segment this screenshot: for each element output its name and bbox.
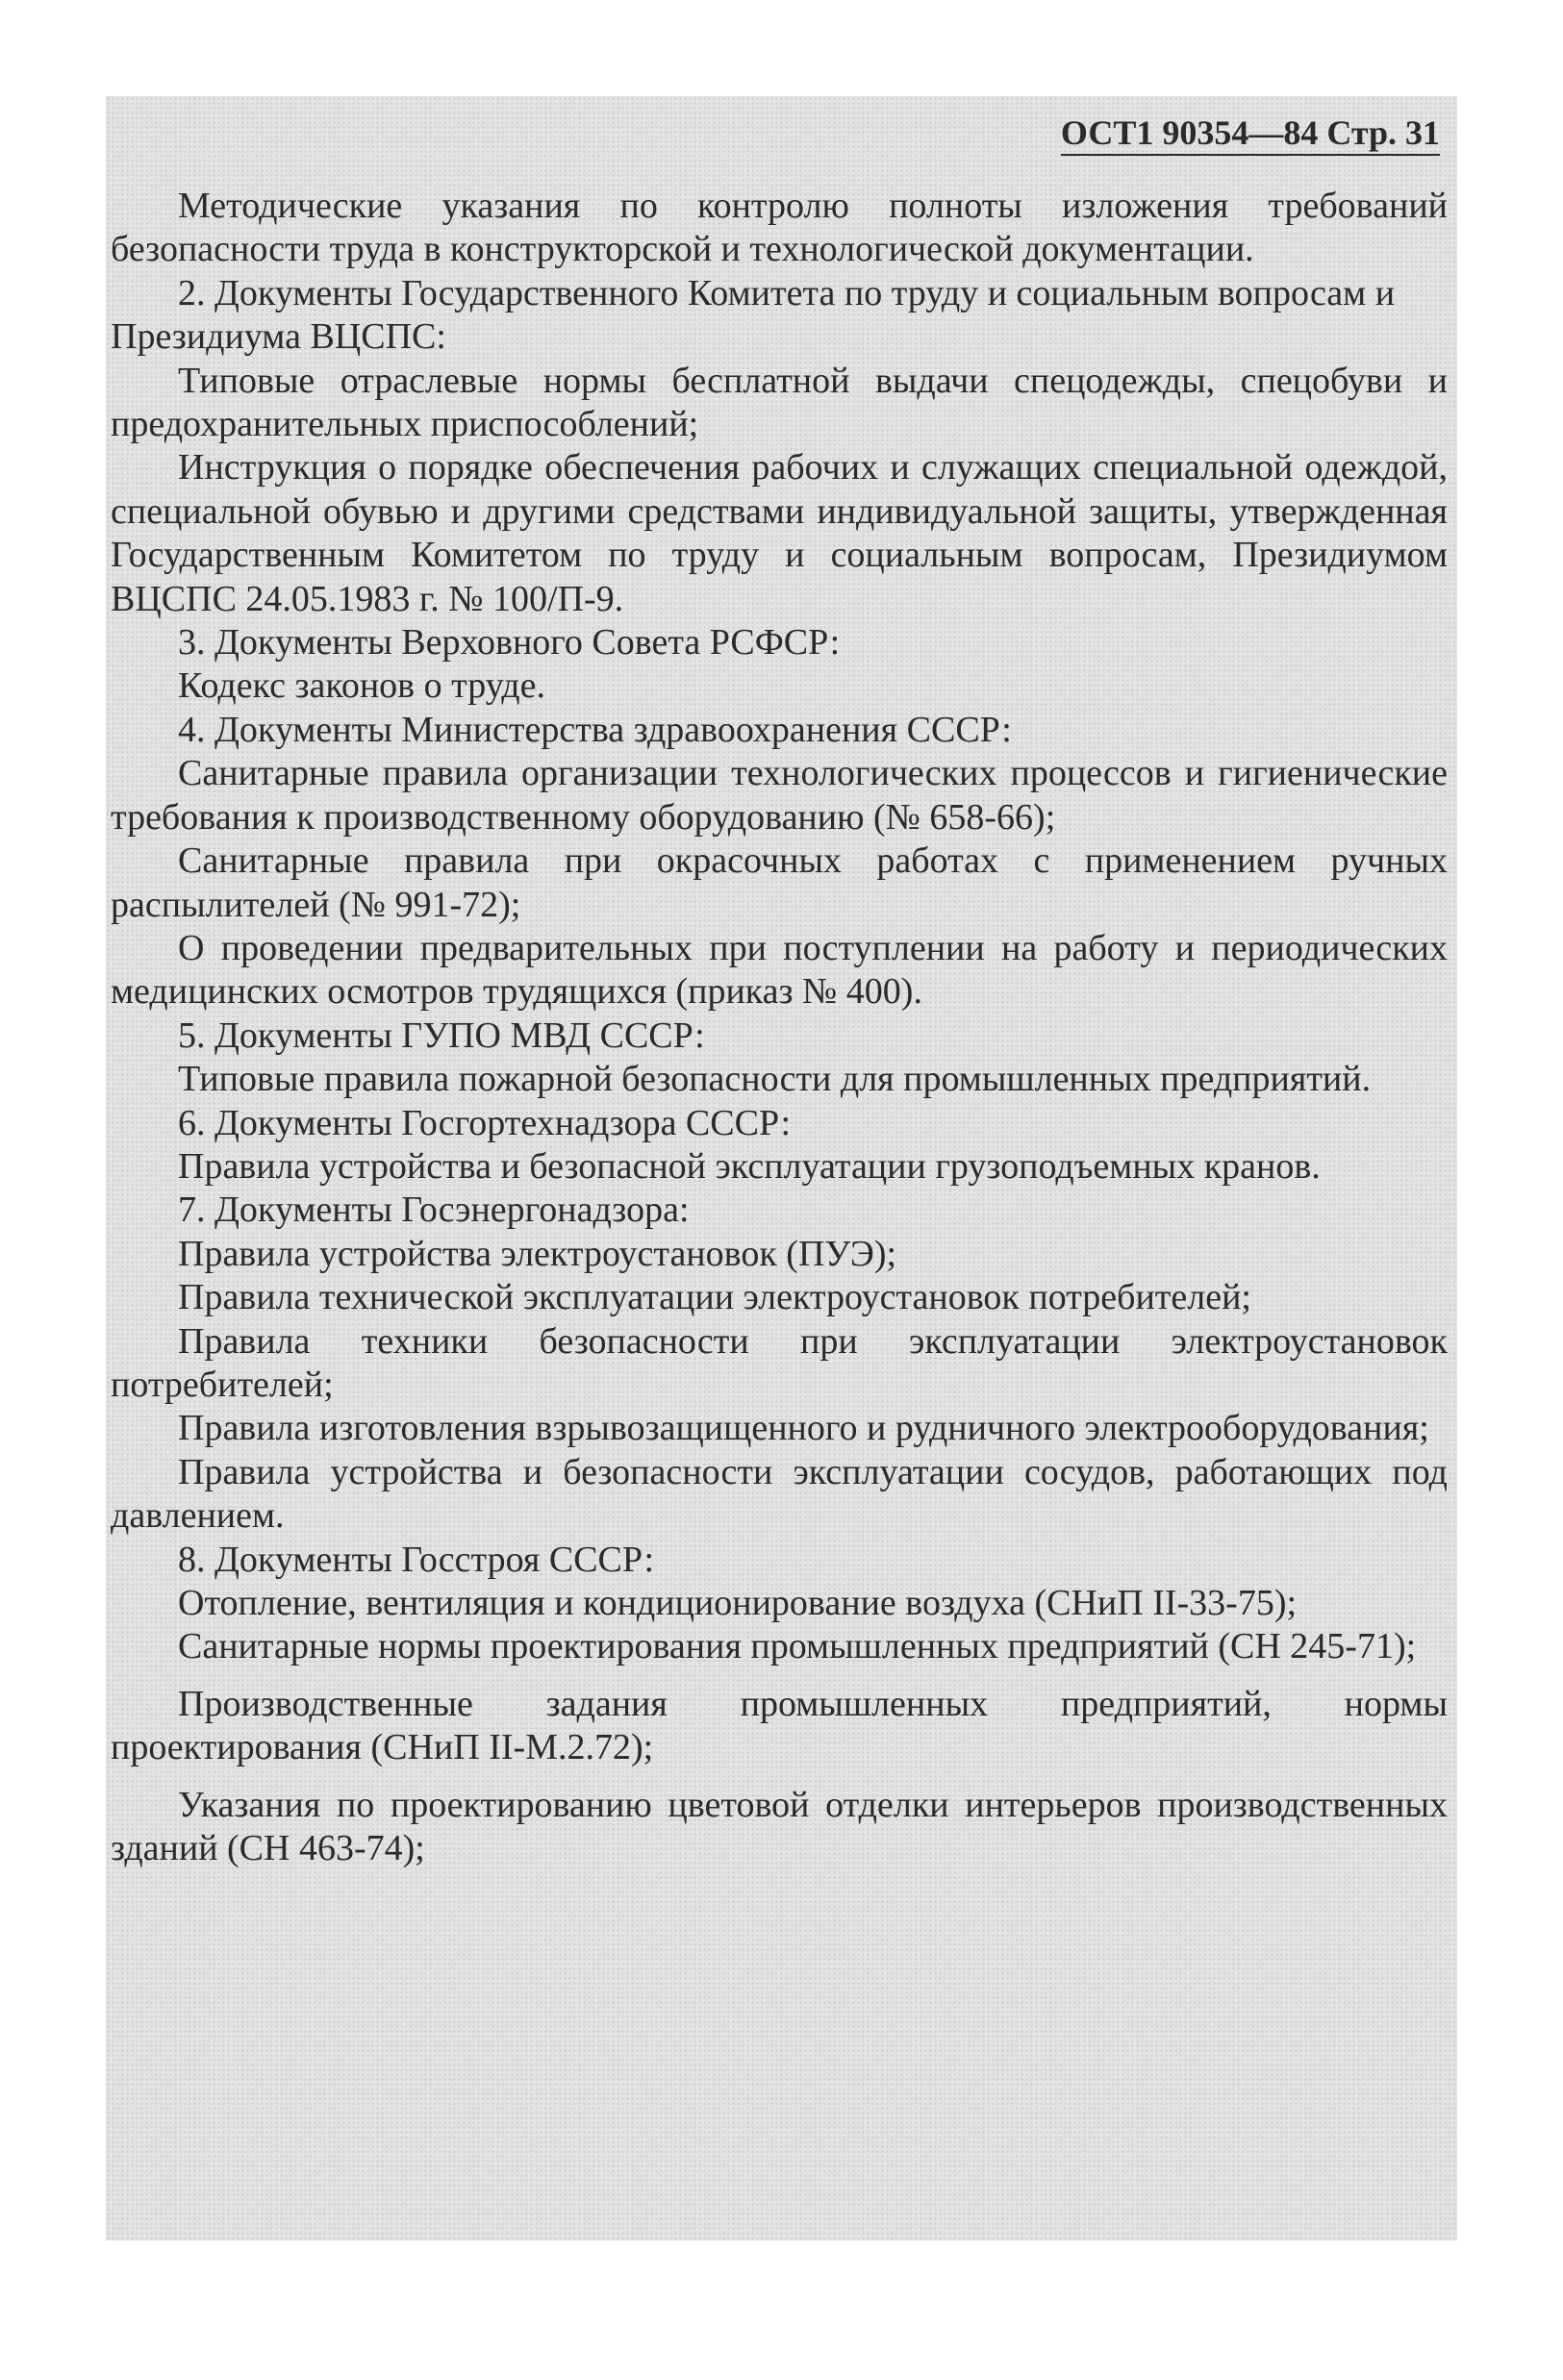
paragraph: Правила устройства и безопасности эксплуатации сосудов, работающих под давлением. <box>111 1451 1448 1537</box>
paragraph: Правила устройства и безопасной эксплуатации грузоподъемных кранов. <box>178 1145 1321 1187</box>
paragraph: Правила изготовления взрывозащищенного и рудничного электрооборудования; <box>178 1408 1429 1449</box>
paragraph: Инструкция о порядке обеспечения рабочих и служащих специальной одеждой, специальной обувью и другими средствами индивидуальной защиты, утвержденная Государственным Комитетом по труду и социальным вопросам, Президиумом ВЦСПС 24.05.1983 г. № 100/П-9. <box>111 447 1448 619</box>
section-heading: 5. Документы ГУПО МВД СССР: <box>178 1015 705 1056</box>
paragraph: Отопление, вентиляция и кондиционирование воздуха (СНиП II-33-75); <box>178 1583 1298 1623</box>
paragraph: Производственные задания промышленных предприятий, нормы проектирования (СНиП II-М.2.72); <box>111 1683 1448 1768</box>
section-heading: 7. Документы Госэнергонадзора: <box>178 1190 690 1231</box>
section-heading: 3. Документы Верховного Совета РСФСР: <box>178 622 841 664</box>
paragraph: Типовые правила пожарной безопасности для промышленных предприятий. <box>178 1059 1372 1100</box>
paragraph: Методические указания по контролю полноты изложения требований безопасности труда в конструкторской и технологической документации. <box>111 186 1448 270</box>
paragraph: Правила техники безопасности при эксплуатации электроустановок потребителей; <box>111 1320 1448 1405</box>
page-header <box>1061 113 1440 156</box>
paragraph: Кодекс законов о труде. <box>178 665 546 707</box>
section-heading: 8. Документы Госстроя СССР: <box>178 1539 655 1580</box>
page-number: Стр. 31 <box>1326 113 1440 152</box>
paragraph: Указания по проектированию цветовой отделки интерьеров производственных зданий (СН 463-74); <box>111 1784 1448 1869</box>
document-body <box>111 185 1448 1870</box>
section-heading: 2. Документы Государственного Комитета по труду и социальным вопросам и Президиума ВЦСПС: <box>111 272 1396 358</box>
paragraph: Санитарные правила организации технологических процессов и гигиенические требования к производственному оборудованию (№ 658-66); <box>111 753 1448 838</box>
paragraph: Правила устройства электроустановок (ПУЭ); <box>178 1233 897 1274</box>
paragraph: Санитарные нормы проектирования промышленных предприятий (СН 245-71); <box>178 1626 1417 1667</box>
paragraph: Правила технической эксплуатации электроустановок потребителей; <box>178 1277 1251 1318</box>
paragraph: О проведении предварительных при поступлении на работу и периодических медицинских осмотров трудящихся (приказ № 400). <box>111 927 1448 1013</box>
paragraph: Типовые отраслевые нормы бесплатной выдачи спецодежды, спецобуви и предохранительных приспособлений; <box>111 360 1448 445</box>
section-heading: 4. Документы Министерства здравоохранения СССР: <box>178 709 1012 750</box>
document-code: ОСТ1 90354—84 <box>1060 113 1319 152</box>
section-heading: 6. Документы Госгортехнадзора СССР: <box>178 1102 792 1143</box>
paragraph: Санитарные правила при окрасочных работах с применением ручных распылителей (№ 991-72); <box>111 840 1448 925</box>
